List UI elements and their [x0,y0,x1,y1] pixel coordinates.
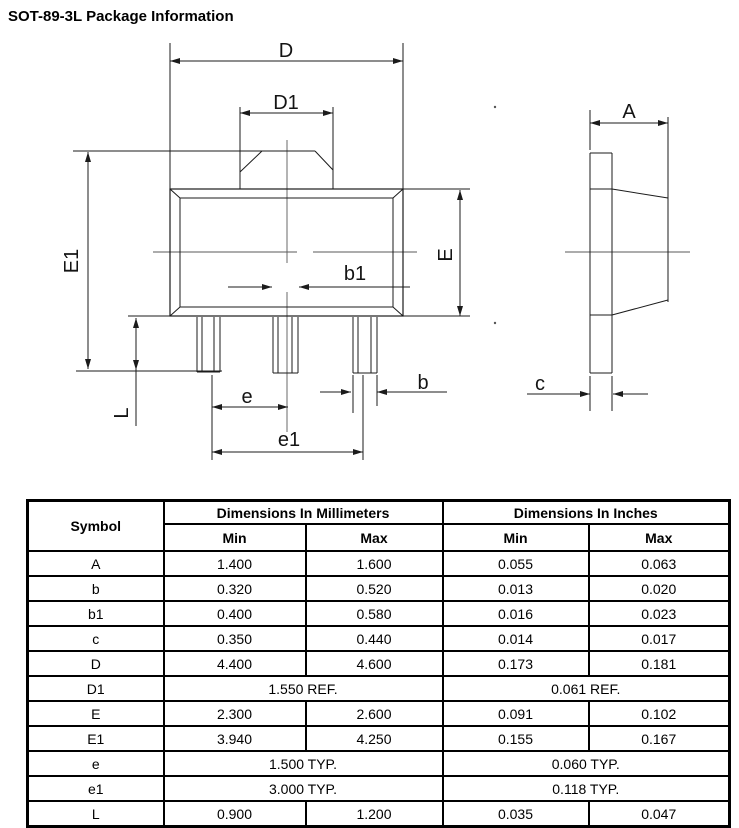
front-view-drawing [61,40,470,460]
col-header-inch-max: Max [589,524,730,551]
dim-label-e1: e1 [277,429,301,451]
in-max-cell: 0.063 [589,551,730,576]
symbol-cell: E1 [28,726,164,751]
symbol-cell: E [28,701,164,726]
in-merged-cell: 0.060 TYP. [443,751,730,776]
symbol-cell: L [28,801,164,827]
in-min-cell: 0.016 [443,601,589,626]
side-profile-outline [590,117,668,373]
symbol-cell: e1 [28,776,164,801]
in-min-cell: 0.014 [443,626,589,651]
col-header-symbol: Symbol [28,501,164,552]
mm-min-cell: 0.320 [164,576,306,601]
table-row-b1 [28,601,730,626]
side-view-drawing [494,101,690,411]
col-header-inch-min: Min [443,524,589,551]
mm-min-cell: 2.300 [164,701,306,726]
mounting-tab [240,151,333,172]
symbol-cell: A [28,551,164,576]
dim-label-D: D [278,40,294,62]
in-min-cell: 0.173 [443,651,589,676]
in-max-cell: 0.102 [589,701,730,726]
in-merged-cell: 0.118 TYP. [443,776,730,801]
symbol-cell: b1 [28,601,164,626]
in-max-cell: 0.020 [589,576,730,601]
in-min-cell: 0.013 [443,576,589,601]
symbol-cell: c [28,626,164,651]
mm-merged-cell: 1.500 TYP. [164,751,443,776]
mm-max-cell: 0.440 [306,626,443,651]
table-row-b [28,576,730,601]
mm-max-cell: 0.520 [306,576,443,601]
in-min-cell: 0.091 [443,701,589,726]
table-row-A [28,551,730,576]
dim-label-E1: E1 [61,248,83,274]
dimensions-table [26,499,731,828]
mm-min-cell: 0.350 [164,626,306,651]
table-header-row-groups [28,501,730,525]
table-row-e1 [28,776,730,801]
symbol-cell: D1 [28,676,164,701]
mm-min-cell: 4.400 [164,651,306,676]
mm-merged-cell: 3.000 TYP. [164,776,443,801]
lead-right [353,317,377,373]
table-row-D [28,651,730,676]
in-max-cell: 0.167 [589,726,730,751]
in-min-cell: 0.155 [443,726,589,751]
mm-max-cell: 4.250 [306,726,443,751]
table-row-e [28,751,730,776]
mm-min-cell: 0.400 [164,601,306,626]
mm-min-cell: 0.900 [164,801,306,827]
in-merged-cell: 0.061 REF. [443,676,730,701]
mm-max-cell: 1.600 [306,551,443,576]
symbol-cell: e [28,751,164,776]
mm-max-cell: 0.580 [306,601,443,626]
col-header-mm-group: Dimensions In Millimeters [164,501,443,525]
package-body-outline [170,189,403,316]
col-header-mm-max: Max [306,524,443,551]
in-min-cell: 0.035 [443,801,589,827]
dim-label-e: e [241,386,253,408]
lead-left [197,317,220,372]
symbol-cell: D [28,651,164,676]
dim-label-L: L [111,407,133,419]
mm-max-cell: 2.600 [306,701,443,726]
in-max-cell: 0.047 [589,801,730,827]
stray-dot-top [494,106,496,108]
in-max-cell: 0.023 [589,601,730,626]
in-min-cell: 0.055 [443,551,589,576]
table-row-D1 [28,676,730,701]
table-row-c [28,626,730,651]
lead-center [273,317,298,373]
col-header-inch-group: Dimensions In Inches [443,501,730,525]
dim-label-D1: D1 [273,92,299,114]
dim-label-c: c [535,373,545,395]
mm-min-cell: 3.940 [164,726,306,751]
side-extension-lines [590,110,612,411]
mm-max-cell: 4.600 [306,651,443,676]
table-row-E1 [28,726,730,751]
symbol-cell: b [28,576,164,601]
table-row-E [28,701,730,726]
mm-min-cell: 1.400 [164,551,306,576]
page-title: SOT-89-3L Package Information [8,8,234,25]
in-max-cell: 0.181 [589,651,730,676]
mm-merged-cell: 1.550 REF. [164,676,443,701]
dim-label-E: E [435,248,457,262]
in-max-cell: 0.017 [589,626,730,651]
dim-label-b1: b1 [343,263,367,285]
mm-max-cell: 1.200 [306,801,443,827]
dim-label-A: A [622,101,636,123]
col-header-mm-min: Min [164,524,306,551]
table-row-L [28,801,730,827]
stray-dot-bottom [494,322,496,324]
extension-lines [73,43,470,460]
dim-label-b: b [417,372,429,394]
